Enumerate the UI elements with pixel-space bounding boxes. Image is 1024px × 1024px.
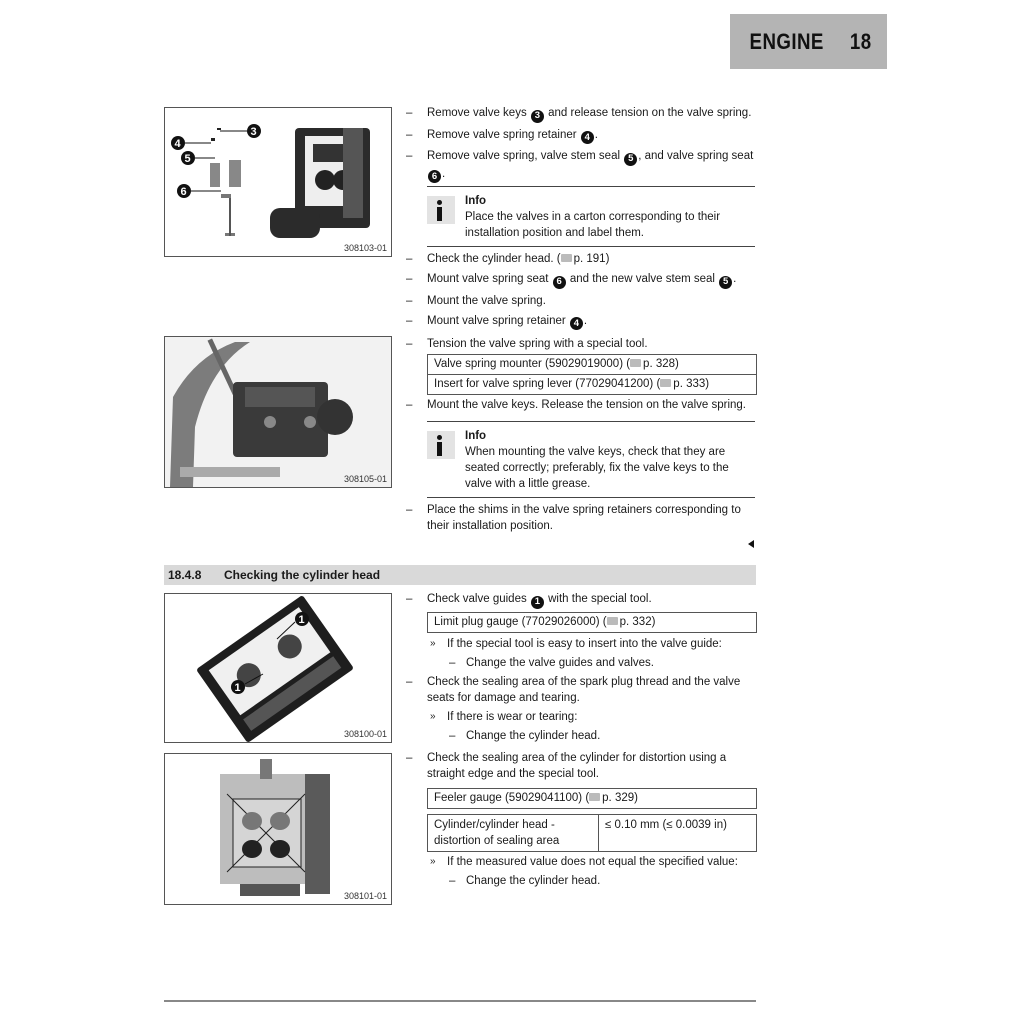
spring-mounter-photo (165, 337, 391, 487)
section-heading (164, 565, 756, 585)
book-reference-icon (660, 379, 671, 387)
figure-caption: 308103-01 (343, 243, 387, 253)
step: – Mount valve spring seat 6 and the new valve stem seal 5 . (406, 273, 737, 287)
info-text: When mounting the valve keys, check that they are seated correctly; preferably, fix the valve keys to the valve with a little grease. (465, 446, 729, 490)
step: – Remove valve spring, valve stem seal 5 , and valve spring seat 6 . (406, 150, 754, 182)
spec-table (427, 814, 757, 852)
cylinder-head-top-illustration (165, 594, 391, 742)
condition: » If there is wear or tearing: (430, 711, 578, 723)
figure-sealing-area-distortion (164, 753, 392, 905)
figure-valve-guides (164, 593, 392, 743)
page-reference-link[interactable]: p. 332 (619, 616, 652, 628)
book-reference-icon (607, 617, 618, 625)
tool-row: Limit plug gauge (77029026000) ( p. 332) (434, 616, 656, 628)
special-tools-table (427, 354, 757, 395)
callout-badge: 3 (531, 110, 544, 123)
step: – Remove valve keys 3 and release tension on the valve spring. (406, 107, 752, 121)
valve-guide-checks (406, 636, 756, 744)
step: – Mount the valve spring. (406, 294, 546, 307)
svg-text:1: 1 (298, 614, 305, 626)
action: – Change the valve guides and valves. (449, 657, 654, 669)
action: – Change the cylinder head. (449, 730, 601, 742)
book-reference-icon (561, 254, 572, 262)
step: – Place the shims in the valve spring retainers corresponding to their installation position. (406, 504, 741, 532)
book-reference-icon (589, 793, 600, 801)
callout-badge: 4 (570, 317, 583, 330)
distortion-check-step (406, 750, 756, 782)
figure-valve-spring-mounting (164, 336, 392, 488)
callout-badge: 5 (624, 153, 637, 166)
figure-caption: 308105-01 (343, 474, 387, 484)
figure-caption: 308101-01 (343, 891, 387, 901)
callout-badge: 5 (719, 276, 732, 289)
page-reference-link[interactable]: p. 191 (573, 253, 606, 265)
step: – Mount the valve keys. Release the tension on the valve spring. (406, 399, 746, 411)
step-shims (406, 502, 756, 534)
step: – Tension the valve spring with a special tool. (406, 338, 648, 350)
step: – Check the cylinder head. ( p. 191) (406, 253, 610, 265)
tool-row: Valve spring mounter (59029019000) ( p. 328) (434, 358, 679, 370)
figure-caption: 308100-01 (343, 729, 387, 739)
svg-text:3: 3 (250, 126, 257, 138)
section-title: Checking the cylinder head (224, 568, 381, 582)
callout-badge: 6 (428, 170, 441, 183)
condition: » If the measured value does not equal the specified value: (430, 856, 738, 868)
action: – Change the cylinder head. (449, 875, 601, 887)
step-mount-keys (406, 397, 756, 413)
page-reference-link[interactable]: p. 333 (673, 378, 706, 390)
tool-row: Feeler gauge (59029041100) ( p. 329) (434, 792, 638, 804)
step: – Check the sealing area of the spark plug thread and the valve seats for damage and tearing. (406, 676, 741, 704)
condition: » If the special tool is easy to insert into the valve guide: (430, 638, 722, 650)
footer-divider (164, 1000, 756, 1002)
callout-badge: 6 (553, 276, 566, 289)
step: – Mount valve spring retainer 4 . (406, 314, 588, 329)
info-box (427, 421, 755, 498)
callout-badge: 4 (581, 131, 594, 144)
info-icon (427, 431, 455, 459)
cylinder-head-bottom-illustration (165, 754, 391, 904)
book-reference-icon (630, 359, 641, 367)
section-number: 18.4.8 (168, 568, 202, 582)
info-icon (427, 196, 455, 224)
page-reference-link[interactable]: p. 328 (643, 358, 676, 370)
info-title: Info (465, 195, 487, 207)
tool-row: Insert for valve spring lever (77029041200) ( p. 333) (428, 374, 756, 394)
svg-text:6: 6 (180, 186, 187, 198)
info-box (427, 186, 755, 247)
disassembly-steps (406, 105, 756, 183)
spec-label: Cylinder/cylinder head - distortion of sealing area (428, 815, 599, 851)
chapter-number: 18 (850, 28, 873, 54)
chapter-header (730, 14, 887, 69)
spec-value: ≤ 0.10 mm (≤ 0.0039 in) (605, 819, 727, 831)
info-text: Place the valves in a carton corresponding to their installation position and label them. (465, 211, 721, 239)
svg-text:1: 1 (234, 682, 241, 694)
assembly-steps (406, 251, 756, 352)
svg-text:5: 5 (184, 153, 191, 165)
end-of-section-icon (748, 540, 754, 548)
distortion-result (406, 854, 756, 889)
page-reference-link[interactable]: p. 329 (602, 792, 635, 804)
chapter-title: ENGINE (749, 28, 824, 54)
valve-parts-illustration (165, 108, 391, 256)
check-valve-guides-step (406, 591, 756, 609)
special-tools-table (427, 788, 757, 809)
info-title: Info (465, 430, 487, 442)
svg-text:4: 4 (174, 138, 181, 150)
step: – Check valve guides 1 with the special tool. (406, 593, 652, 607)
callout-badge: 1 (531, 596, 544, 609)
step: – Remove valve spring retainer 4 . (406, 128, 598, 143)
figure-valve-disassembly (164, 107, 392, 257)
special-tools-table (427, 612, 757, 633)
step: – Check the sealing area of the cylinder for distortion using a straight edge and the special tool. (406, 752, 727, 780)
